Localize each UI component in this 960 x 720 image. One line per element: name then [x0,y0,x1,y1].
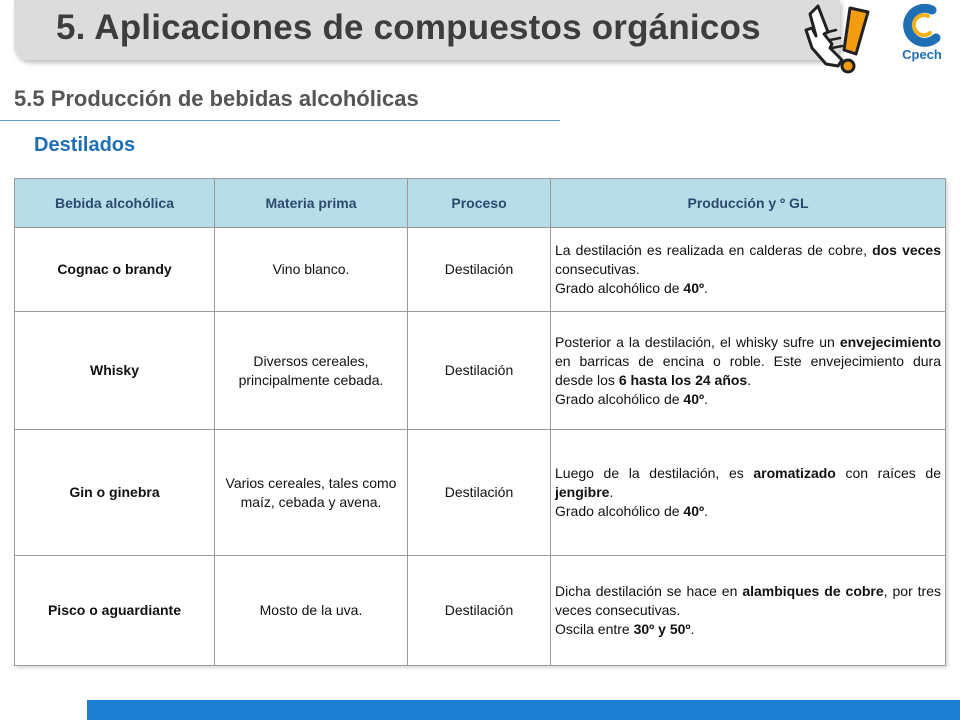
proceso-cell: Destilación [408,228,551,312]
page-title: 5. Aplicaciones de compuestos orgánicos [56,8,761,47]
distillates-table [14,178,946,666]
table-row [15,312,946,430]
emphasis-text: 30º y 50º [633,621,691,637]
emphasis-text: 6 hasta los 24 años [618,371,748,388]
bebida-cell: Cognac o brandy [15,228,215,312]
table-row [15,556,946,666]
materia-cell: Diversos cereales, principalmente cebada. [215,312,408,430]
emphasis-text: dos veces [872,242,941,258]
emphasis-text: aromatizado [753,465,836,481]
table-row [15,430,946,556]
materia-cell: Vino blanco. [215,228,408,312]
proceso-cell: Destilación [408,430,551,556]
emphasis-text: envejecimiento [839,333,941,350]
header-proceso: Proceso [408,179,551,228]
produccion-cell: La destilación es realizada en calderas de cobre, dos veces consecutivas. Grado alcohólico de 40º. [551,228,946,312]
materia-cell: Varios cereales, tales como maíz, cebada y avena. [215,430,408,556]
produccion-cell: Dicha destilación se hace en alambiques de cobre, por tres veces consecutivas. Oscila entre 30º y 50º. [551,556,946,666]
footer-bar [87,700,960,720]
produccion-cell: Luego de la destilación, es aromatizado con raíces de jengibre. Grado alcohólico de 40º. [551,430,946,556]
section-subtitle: 5.5 Producción de bebidas alcohólicas [14,86,419,111]
logo-text: Cpech [902,47,942,62]
header-produccion: Producción y º GL [551,179,946,228]
cpech-logo [892,4,952,68]
table-header-row [15,179,946,228]
emphasis-text: 40º [683,280,705,296]
cpech-c-icon [892,4,952,48]
emphasis-text: alambiques de cobre [742,583,884,599]
subtitle-divider [0,120,560,121]
section-heading: Destilados [34,134,136,156]
emphasis-text: jengibre [555,484,610,500]
title-bar [14,0,840,60]
header-materia: Materia prima [215,179,408,228]
proceso-cell: Destilación [408,556,551,666]
bebida-cell: Whisky [15,312,215,430]
emphasis-text: 40º [683,503,705,519]
bebida-cell: Pisco o aguardiante [15,556,215,666]
proceso-cell: Destilación [408,312,551,430]
materia-cell: Mosto de la uva. [215,556,408,666]
table-row [15,228,946,312]
bebida-cell: Gin o ginebra [15,430,215,556]
produccion-cell: Posterior a la destilación, el whisky sufre un envejecimiento en barricas de encina o roble. Este envejecimiento dura desde los 6 hasta los 24 años. Grado alcohólico de 40º. [551,312,946,430]
emphasis-text: 40º [683,390,705,407]
header-bebida: Bebida alcohólica [15,179,215,228]
pointing-hand-exclamation-icon [798,0,876,80]
